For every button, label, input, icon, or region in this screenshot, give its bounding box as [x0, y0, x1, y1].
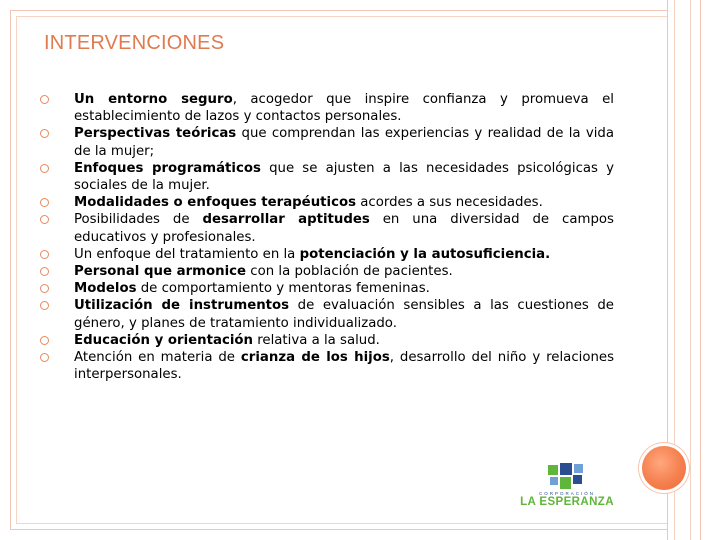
bullet-circle-icon	[40, 95, 49, 104]
bullet-list	[40, 91, 614, 383]
bullet-circle-icon	[40, 353, 49, 362]
logo-square-lightblue-2	[550, 477, 558, 485]
bullet-text-bold: desarrollar aptitudes	[202, 212, 370, 228]
bullet-text-bold: Perspectivas teóricas	[74, 126, 237, 142]
bullet-circle-icon	[40, 301, 49, 310]
logo-square-lightblue	[574, 464, 583, 473]
bullet-item	[40, 263, 614, 280]
bullet-item	[40, 211, 614, 245]
bullet-item	[40, 160, 614, 194]
bullet-item	[40, 280, 614, 297]
logo-mark-icon	[512, 462, 622, 492]
bullet-text: de comportamiento y mentoras femeninas.	[136, 281, 430, 297]
bullet-text: relativa a la salud.	[253, 332, 380, 348]
logo-name: LA ESPERANZA	[520, 496, 614, 508]
logo-square-blue	[560, 463, 572, 475]
logo-square-green-2	[560, 477, 571, 489]
bullet-circle-icon	[40, 336, 49, 345]
slide-title: INTERVENCIONES	[44, 32, 225, 54]
rail-line	[690, 0, 691, 540]
bullet-text: Atención en materia de	[74, 350, 241, 366]
bullet-circle-icon	[40, 198, 49, 207]
bullet-text-bold: Modelos	[74, 281, 137, 297]
bullet-item	[40, 91, 614, 125]
bullet-text: que comprendan las experiencias y realidad de la vida de la mujer;	[74, 126, 614, 159]
bullet-circle-icon	[40, 250, 49, 259]
bullet-text: , acogedor que inspire confianza y promueva el establecimiento de lazos y contactos personales.	[74, 92, 614, 125]
bullet-item	[40, 125, 614, 159]
bullet-text: con la población de pacientes.	[246, 264, 453, 280]
bullet-text-bold: Utilización de instrumentos	[74, 298, 290, 314]
logo-square-green	[548, 465, 558, 475]
bullet-text-bold: potenciación y la autosuficiencia.	[299, 246, 551, 262]
bullet-text: acordes a sus necesidades.	[356, 195, 543, 211]
bullet-circle-icon	[40, 215, 49, 224]
bullet-text: Posibilidades de	[74, 212, 203, 228]
bullet-item	[40, 332, 614, 349]
bullet-circle-icon	[40, 164, 49, 173]
bullet-text: , desarrollo del niño y relaciones interpersonales.	[74, 350, 614, 383]
logo-subtitle: CORPORACIÓN	[538, 491, 595, 496]
bullet-circle-icon	[40, 267, 49, 276]
bullet-text: que se ajusten a las necesidades psicológicas y sociales de la mujer.	[74, 160, 614, 194]
logo-square-blue-2	[573, 475, 582, 484]
bullet-text: en una diversidad de campos educativos y profesionales.	[74, 212, 614, 245]
bullet-item	[40, 194, 614, 211]
bullet-text-bold: Un entorno seguro	[74, 92, 233, 107]
bullet-item	[40, 297, 614, 331]
bullet-circle-icon	[40, 129, 49, 138]
bullet-text: de evaluación sensibles a las cuestiones de género, y planes de tratamiento individualizado.	[74, 298, 614, 331]
decorative-orange-circle	[642, 446, 686, 490]
bullet-text: Un enfoque del tratamiento en la	[74, 246, 300, 262]
esperanza-logo	[512, 462, 622, 512]
bullet-item	[40, 349, 614, 383]
bullet-text-bold: crianza de los hijos	[240, 350, 390, 366]
bullet-text-bold: Enfoques programáticos	[74, 160, 261, 176]
bullet-item	[40, 246, 614, 263]
bullet-text-bold: Educación y orientación	[74, 332, 253, 348]
bullet-text-bold: Personal que armonice	[74, 264, 247, 280]
bullet-text-bold: Modalidades o enfoques terapéuticos	[74, 195, 357, 211]
bullet-circle-icon	[40, 284, 49, 293]
